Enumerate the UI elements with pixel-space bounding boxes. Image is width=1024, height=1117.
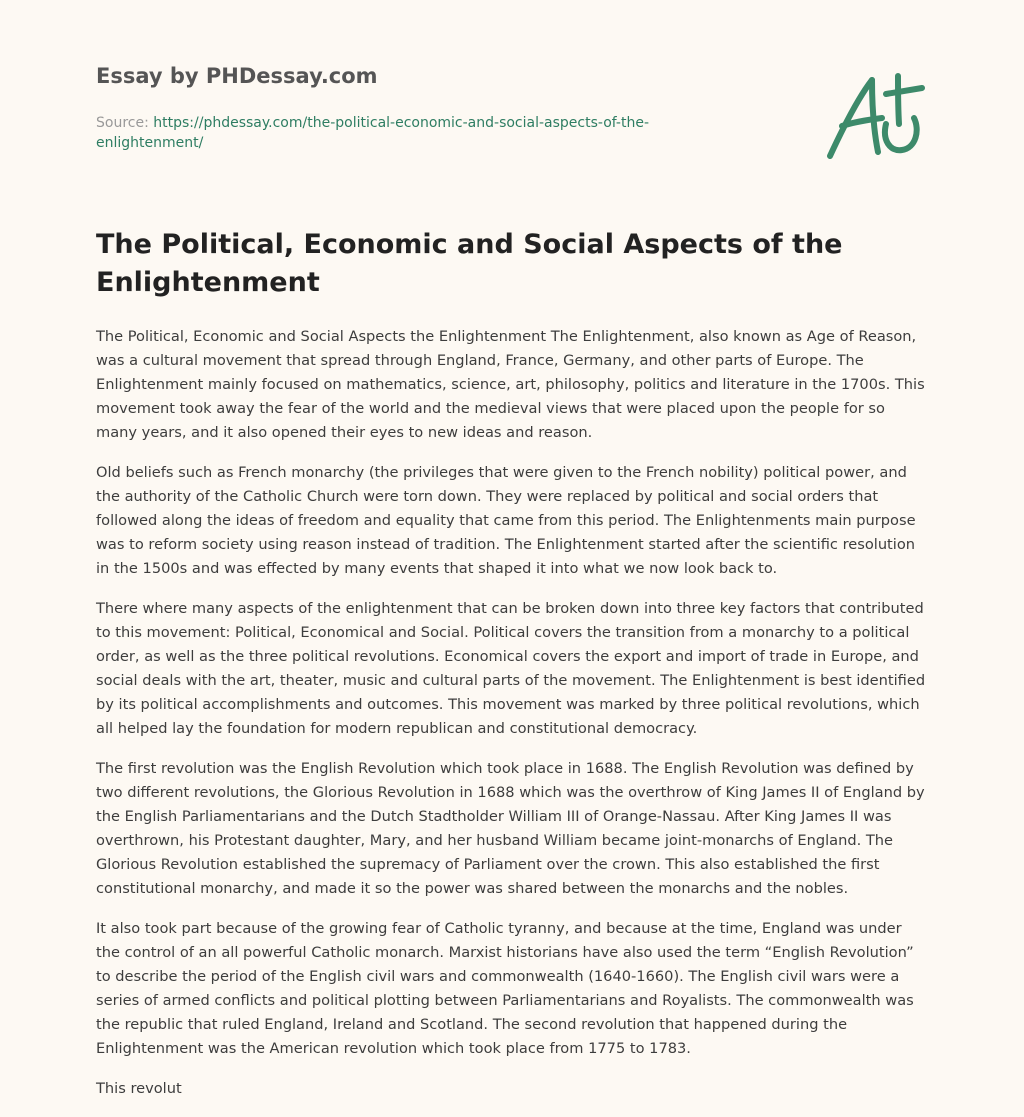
paragraph: Old beliefs such as French monarchy (the privileges that were given to the French nobility) political power, and the authority of the Catholic Church were torn down. They were replaced by political and social orders that followed along the ideas of freedom and equality that came from this period. The Enlightenments main purpose was to reform society using reason instead of tradition. The Enlightenment started after the scientific resolution in the 1500s and was effected by many events that shaped it into what we now look back to.: [96, 464, 916, 577]
essay-title: The Political, Economic and Social Aspects of the Enlightenment: [96, 229, 843, 298]
paragraph: There where many aspects of the enlightenment that can be broken down into three key factors that contributed to this movement: Political, Economical and Social. Political covers the transition from a monarchy to a political order, as well as the three political revolutions. Economical covers the export and import of trade in Europe, and social deals with the art, theater, music and cultural parts of the movement. The Enlightenment is best identified by its political accomplishments and outcomes. This movement was marked by three political revolutions, which all helped lay the foundation for modern republican and constitutional democracy.: [96, 600, 926, 737]
paragraph: The Political, Economic and Social Aspects the Enlightenment The Enlightenment, also known as Age of Reason, was a cultural movement that spread through England, France, Germany, and other parts of Europe. The Enlightenment mainly focused on mathematics, science, art, philosophy, politics and literature in the 1700s. This movement took away the fear of the world and the medieval views that were placed upon the people for so many years, and it also opened their eyes to new ideas and reason.: [96, 328, 925, 441]
source-line: [96, 113, 736, 153]
paragraph-truncated: This revolut: [96, 1080, 182, 1097]
essay-body: [96, 325, 930, 1117]
source-link[interactable]: https://phdessay.com/the-political-economic-and-social-aspects-of-the-enlightenment/: [96, 115, 650, 151]
site-brand: Essay by PHDessay.com: [96, 64, 378, 88]
paragraph: The first revolution was the English Revolution which took place in 1688. The English Revolution was defined by two different revolutions, the Glorious Revolution in 1688 which was the overthrow of King James II of England by the English Parliamentarians and the Dutch Stadtholder William III of Orange-Nassau. After King James II was overthrown, his Protestant daughter, Mary, and her husband William became joint-monarchs of England. The Glorious Revolution established the supremacy of Parliament over the crown. This also established the first constitutional monarchy, and made it so the power was shared between the monarchs and the nobles.: [96, 760, 925, 897]
paragraph: It also took part because of the growing fear of Catholic tyranny, and because at the time, England was under the control of an all powerful Catholic monarch. Marxist historians have also used the term “English Revolution” to describe the period of the English civil wars and commonwealth (1640-1660). The English civil wars were a series of armed conflicts and political plotting between Parliamentarians and Royalists. The commonwealth was the republic that ruled England, Ireland and Scotland. The second revolution that happened during the Enlightenment was the American revolution which took place from 1775 to 1783.: [96, 920, 914, 1057]
a-plus-grade-icon: [820, 68, 930, 168]
source-label: Source:: [96, 115, 154, 131]
